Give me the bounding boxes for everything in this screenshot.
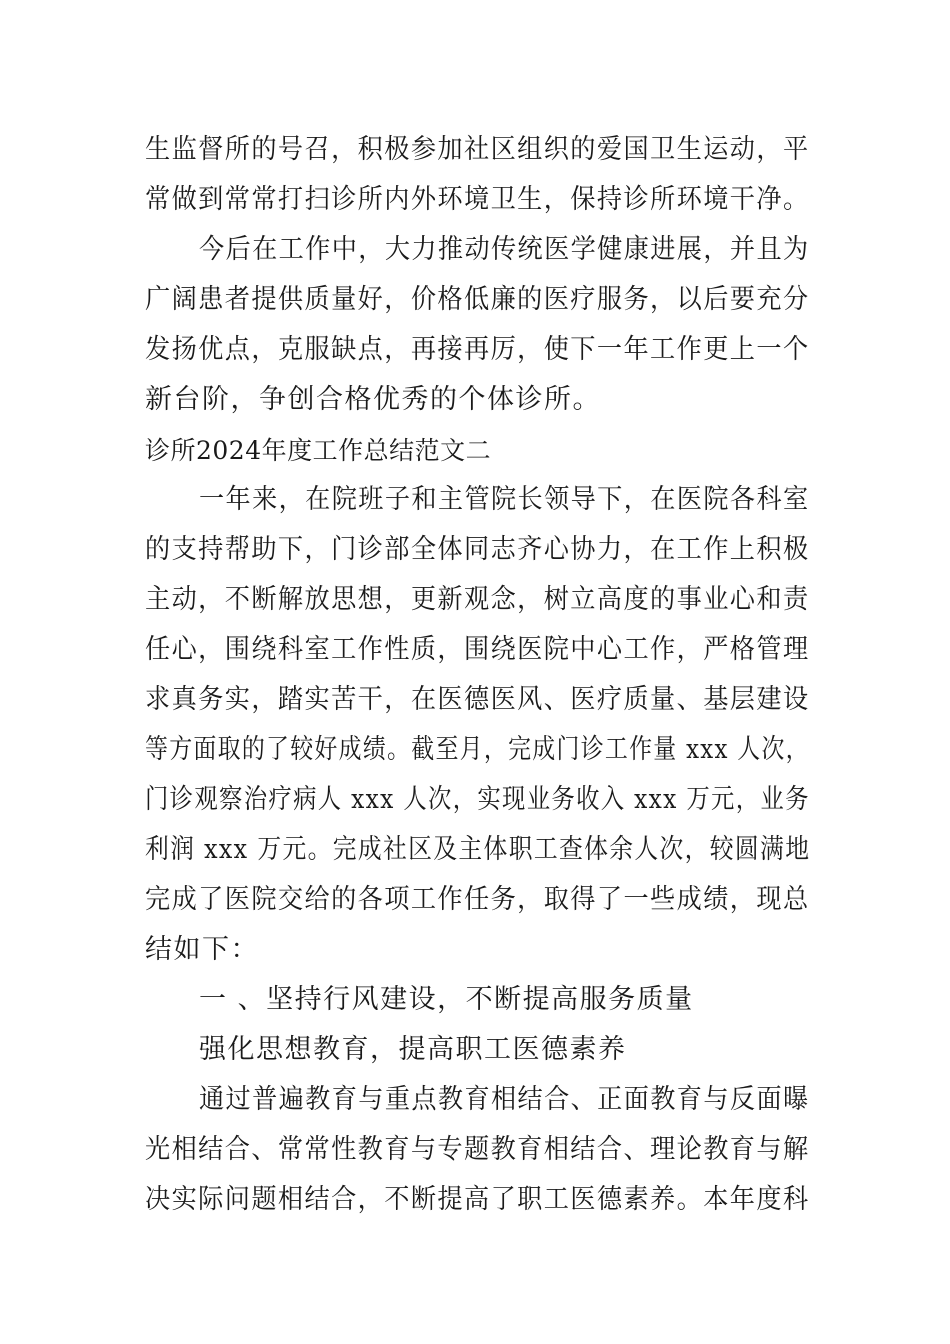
paragraph-line: 利润 xxx 万元。完成社区及主体职工查体余人次，较圆满地	[145, 834, 811, 865]
subheading-line: 强化思想教育，提高职工医德素养	[199, 1034, 627, 1065]
subheading-line: 一 、坚持行风建设，不断提高服务质量	[199, 984, 694, 1015]
paragraph-line: 发扬优点，克服缺点，再接再厉，使下一年工作更上一个	[145, 334, 810, 365]
section-heading: 诊所2024年度工作总结范文二	[145, 436, 492, 465]
paragraph-line: 今后在工作中，大力推动传统医学健康进展，并且为	[199, 234, 810, 265]
paragraph-line: 求真务实，踏实苦干，在医德医风、医疗质量、基层建设	[145, 684, 810, 715]
paragraph-line: 任心，围绕科室工作性质，围绕医院中心工作，严格管理	[145, 634, 810, 665]
paragraph-line: 新台阶，争创合格优秀的个体诊所。	[145, 384, 601, 415]
paragraph-line: 结如下：	[145, 934, 259, 965]
paragraph-line: 完成了医院交给的各项工作任务，取得了一些成绩，现总	[145, 884, 810, 915]
paragraph-line: 主动，不断解放思想，更新观念，树立高度的事业心和责	[145, 584, 810, 615]
paragraph-line: 通过普遍教育与重点教育相结合、正面教育与反面曝	[199, 1084, 810, 1115]
paragraph-line: 一年来，在院班子和主管院长领导下，在医院各科室	[199, 484, 810, 515]
paragraph-line: 光相结合、常常性教育与专题教育相结合、理论教育与解	[145, 1134, 810, 1165]
paragraph-line: 的支持帮助下，门诊部全体同志齐心协力，在工作上积极	[145, 534, 810, 565]
paragraph-line: 生监督所的号召，积极参加社区组织的爱国卫生运动，平	[145, 134, 810, 165]
paragraph-line: 决实际问题相结合，不断提高了职工医德素养。本年度科	[145, 1184, 810, 1215]
paragraph-line: 等方面取的了较好成绩。截至月，完成门诊工作量 xxx 人次，	[145, 734, 810, 765]
paragraph-line: 广阔患者提供质量好，价格低廉的医疗服务，以后要充分	[145, 284, 810, 315]
paragraph-line: 常做到常常打扫诊所内外环境卫生，保持诊所环境干净。	[145, 184, 810, 215]
paragraph-line: 门诊观察治疗病人 xxx 人次，实现业务收入 xxx 万元，业务	[145, 784, 810, 815]
